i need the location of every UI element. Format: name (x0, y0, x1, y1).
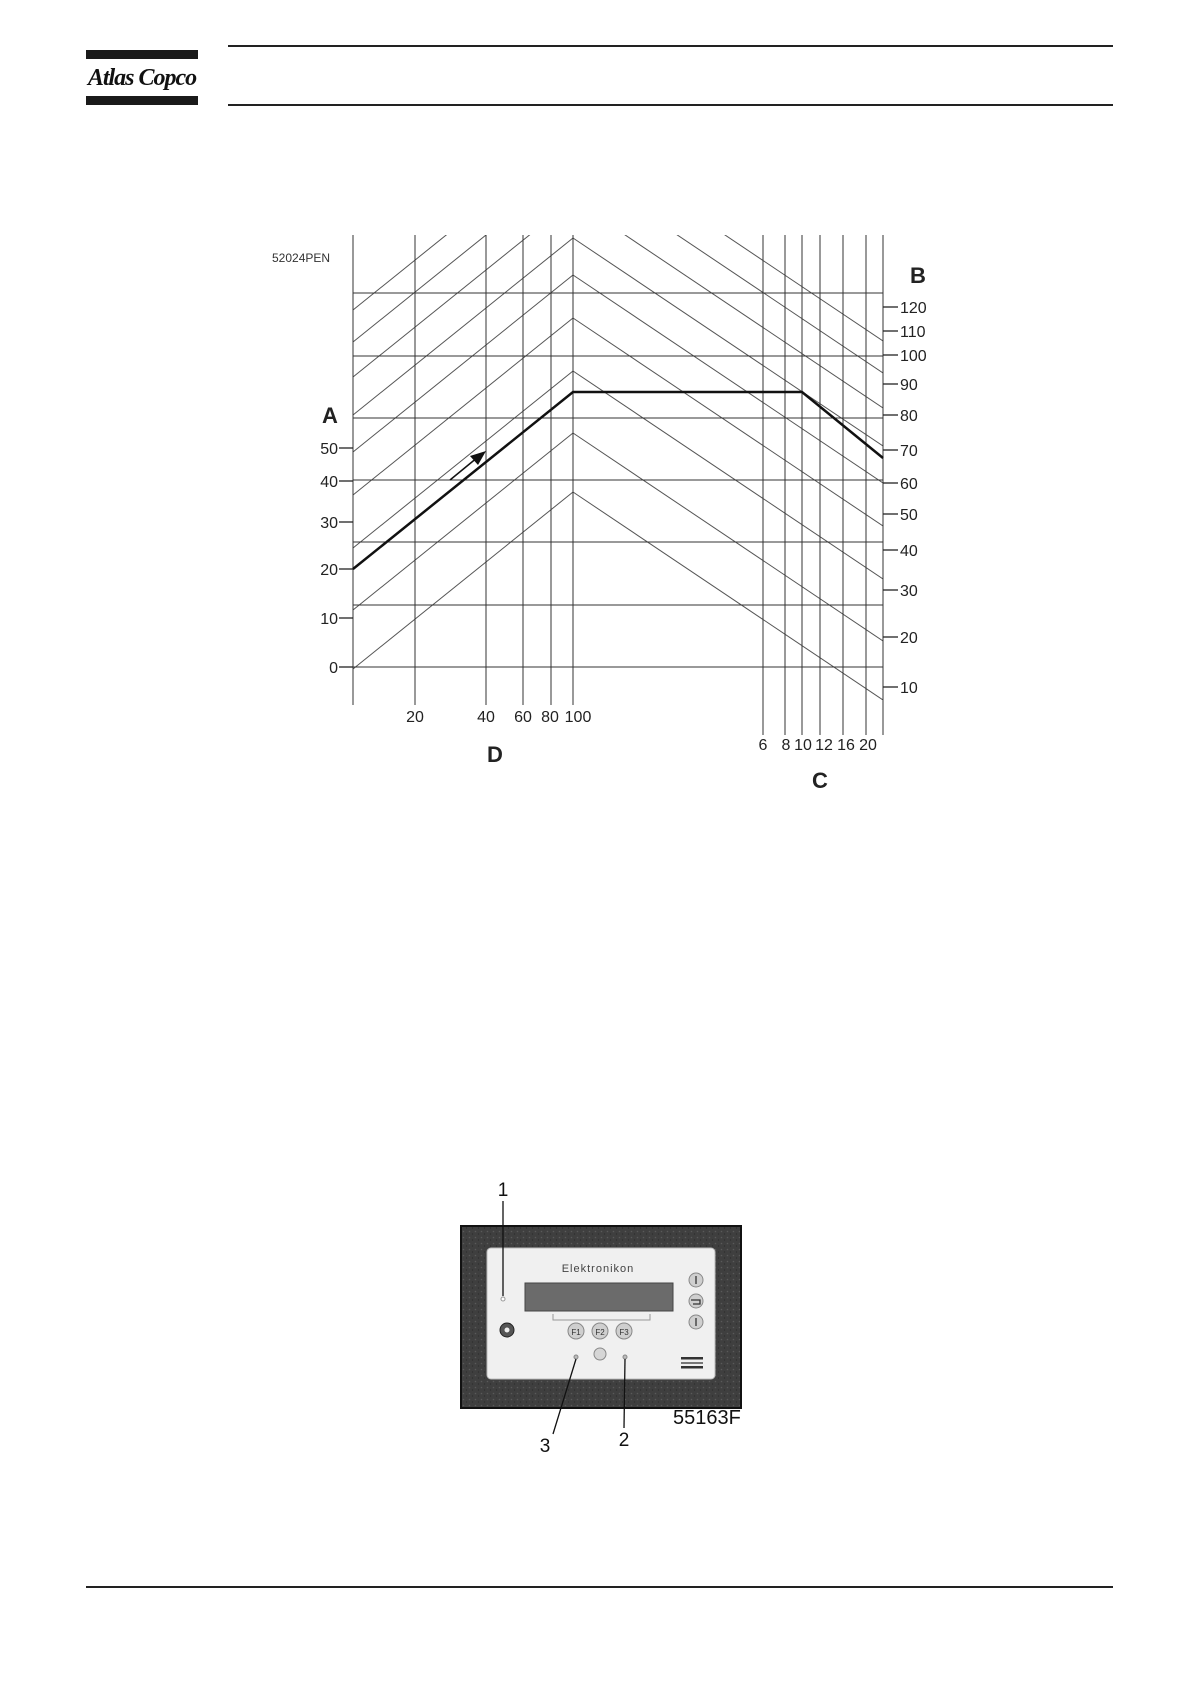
b-tick-label: 90 (900, 377, 918, 394)
axis-letter-b: B (910, 263, 926, 288)
b-tick-label: 110 (900, 324, 926, 341)
a-tick-label: 30 (320, 515, 338, 532)
d-tick-label: 80 (541, 709, 559, 726)
d-tick-label: 100 (564, 709, 592, 726)
b-tick-label: 10 (900, 680, 918, 697)
controller-figure-code: 55163F (673, 1407, 741, 1429)
function-keys (568, 1323, 632, 1339)
b-tick-label: 120 (900, 300, 927, 317)
d-tick-label: 60 (514, 709, 532, 726)
faceplate-logo (681, 1357, 703, 1369)
callout-3: 3 (539, 1436, 551, 1457)
b-tick-label: 70 (900, 443, 918, 460)
b-tick-label: 100 (900, 348, 927, 365)
nomogram-figure-code: 52024PEN (272, 251, 331, 265)
callout-1: 1 (497, 1180, 509, 1201)
a-tick-label: 50 (320, 441, 338, 458)
b-tick-label: 20 (900, 630, 918, 647)
b-tick-label: 80 (900, 408, 918, 425)
axis-letter-a: A (322, 403, 338, 428)
d-tick-label: 40 (477, 709, 495, 726)
callout-2: 2 (618, 1430, 630, 1451)
axis-letter-d: D (487, 742, 503, 767)
c-tick-label: 10 (794, 737, 812, 754)
c-tick-label: 16 (837, 737, 855, 754)
c-tick-label: 8 (781, 737, 791, 754)
a-tick-label: 10 (320, 611, 338, 628)
function-key-f2: F2 (595, 1328, 605, 1337)
d-tick-label: 20 (406, 709, 424, 726)
function-key-f1: F1 (571, 1328, 581, 1337)
b-tick-label: 30 (900, 583, 918, 600)
a-tick-label: 40 (320, 474, 338, 491)
stop-button-center (505, 1328, 510, 1333)
voltage-led-1 (501, 1297, 505, 1301)
a-tick-label: 20 (320, 562, 338, 579)
footer-rule (86, 1586, 1113, 1588)
function-key-f3: F3 (619, 1328, 629, 1337)
start-button (594, 1348, 606, 1360)
c-tick-label: 20 (859, 737, 877, 754)
automatic-led-3 (574, 1355, 578, 1359)
a-tick-label: 0 (329, 660, 338, 677)
b-tick-label: 60 (900, 476, 918, 493)
alarm-led-2 (623, 1355, 627, 1359)
controller-display (525, 1283, 673, 1311)
b-tick-label: 50 (900, 507, 918, 524)
controller-brand: Elektronikon (561, 1263, 635, 1275)
logo-wordmark: Atlas Copco (87, 65, 197, 91)
b-tick-label: 40 (900, 543, 918, 560)
c-tick-label: 6 (758, 737, 768, 754)
c-tick-label: 12 (815, 737, 833, 754)
axis-letter-c: C (812, 768, 828, 793)
